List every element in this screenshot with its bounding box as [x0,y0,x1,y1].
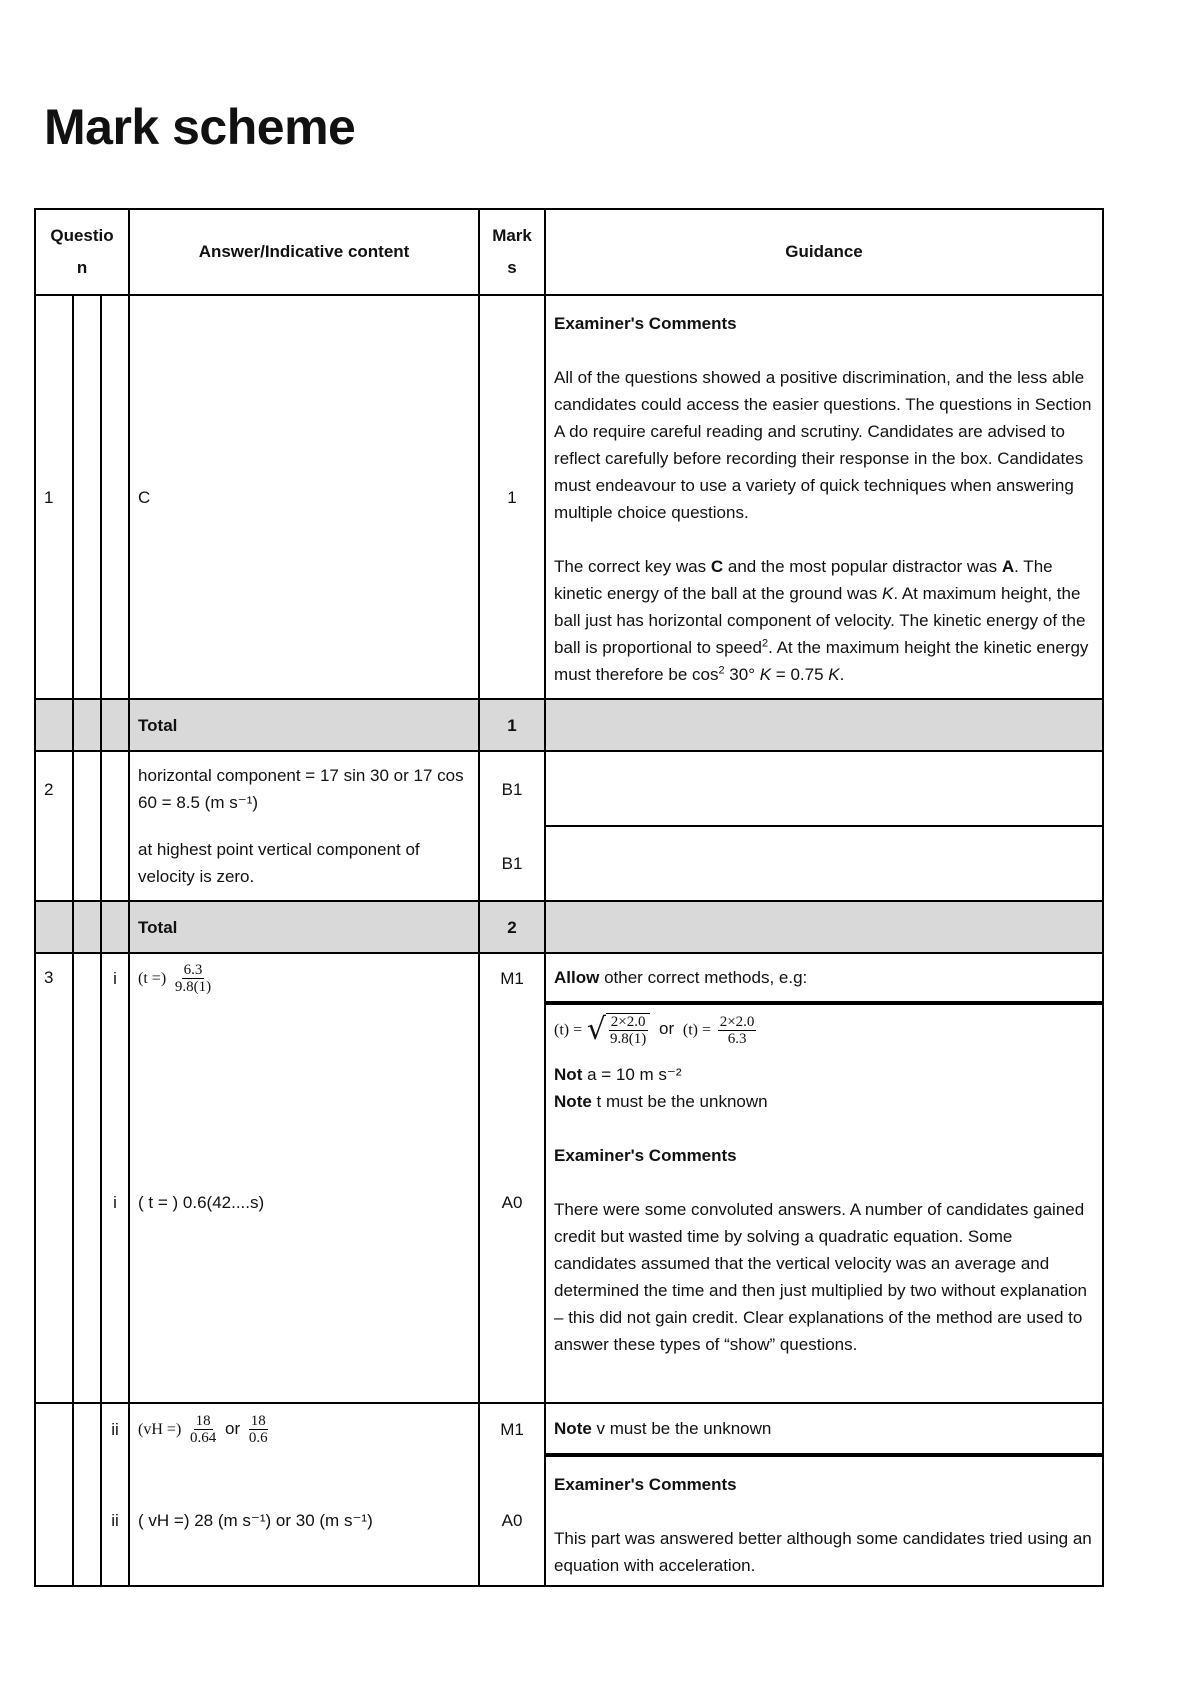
header-answer: Answer/Indicative content [129,209,479,295]
q1-comments-p1: All of the questions showed a positive discrimination, and the less able candidates could access the easier questions. The questions in Section A do require careful reading and scrutiny. Candidates are advised to reflect carefully before recording their response in the box. Candidates must endeavour to use a variety of quick techniques when answering multiple choice questions. [554,368,1092,522]
q3i-not: Not a = 10 m s⁻² [554,1065,682,1084]
q1-mark: 1 [479,295,545,699]
q3i-alt-methods: (t) = √ $\frac{2\times 2.0}{9.8(1)}$ or (t) = $\frac{2\times 2.0}{6.3}$ [554,1012,755,1047]
q3ii-part-2: ii [101,1455,129,1586]
q3i-comments-title: Examiner's Comments [554,1146,737,1165]
q3i-answer-2: ( t = ) 0.6(42....s) [129,1003,479,1403]
total-row-1 [35,699,1103,751]
q3i-mark-1: M1 [479,953,545,1003]
header-marks: Mark s [479,209,545,295]
q3i-row-1 [35,953,1103,1003]
q3ii-guidance [545,1455,1103,1586]
q3ii-answer-2: ( vH =) 28 (m s⁻¹) or 30 (m s⁻¹) [129,1455,479,1586]
q3ii-row-2 [35,1455,1103,1586]
q3ii-comments: This part was answered better although some candidates tried using an equation with acceleration. [554,1529,1092,1575]
q1-comments-p2: The correct key was C and the most popular distractor was A. The kinetic energy of the ball at the ground was K. At maximum height, the ball just has horizontal component of velocity. The kinetic energy of the ball is proportional to speed$^2$. At the maximum height the kinetic energy must therefore be $\cos^2 30^\circ$ K = 0.75 K. [554,557,1089,684]
q3i-comments: There were some convoluted answers. A number of candidates gained credit but wasted time by solving a quadratic equation. Some candidates assumed that the vertical velocity was an average and determined the time and then just multiplied by two without explanation – this did not gain credit. Clear explanations of the method are used to answer these types of “show” questions. [554,1200,1088,1354]
header-question: Questio n [35,209,129,295]
q3ii-note: Note v must be the unknown [545,1403,1103,1455]
q3i-answer-1: (t =) $\frac{6.3}{9.8(1)}$ [129,953,479,1003]
q1-row [35,295,1103,699]
q1-guidance [545,295,1103,699]
total-mark-2: 2 [479,901,545,953]
q3-number: 3 [35,953,73,1403]
q3i-allow: Allow other correct methods, e.g: [545,953,1103,1003]
q1-comments-title: Examiner's Comments [554,314,737,333]
q2-guidance-2 [545,826,1103,901]
total-row-2 [35,901,1103,953]
total-mark-1: 1 [479,699,545,751]
q3ii-comments-title: Examiner's Comments [554,1475,737,1494]
q3ii-row-1 [35,1403,1103,1455]
q3i-mark-2: A0 [479,1003,545,1403]
q2-row-2 [35,826,1103,901]
q2-mark-1: B1 [479,751,545,826]
q3ii-mark-1: M1 [479,1403,545,1455]
q1-number: 1 [35,295,73,699]
q3ii-part-1: ii [101,1403,129,1455]
q1-subpart [101,295,129,699]
total-label-1: Total [129,699,479,751]
total-label-2: Total [129,901,479,953]
q1-answer: C [129,295,479,699]
q2-guidance-1 [545,751,1103,826]
q3i-fraction: $\frac{6.3}{9.8(1)}$ [174,962,212,995]
header-guidance: Guidance [545,209,1103,295]
mark-scheme-table [34,208,1104,1587]
q2-answer-1: horizontal component = 17 sin 30 or 17 cos 60 = 8.5 (m s⁻¹) [129,751,479,826]
q3ii-mark-2: A0 [479,1455,545,1586]
q2-mark-2: B1 [479,826,545,901]
q3i-guidance [545,1003,1103,1403]
q3i-note: Note t must be the unknown [554,1092,768,1111]
q1-part [73,295,101,699]
q2-answer-2: at highest point vertical component of velocity is zero. [129,826,479,901]
q3i-row-2 [35,1003,1103,1403]
page-title: Mark scheme [44,99,356,155]
q3i-part-2: i [101,1003,129,1403]
header-row [35,209,1103,295]
q2-row-1 [35,751,1103,826]
q3ii-answer-1: (vH =) $\frac{18}{0.64}$ or $\frac{18}{0.6}$ [129,1403,479,1455]
q2-number: 2 [35,751,73,901]
q3i-part-1: i [101,953,129,1003]
